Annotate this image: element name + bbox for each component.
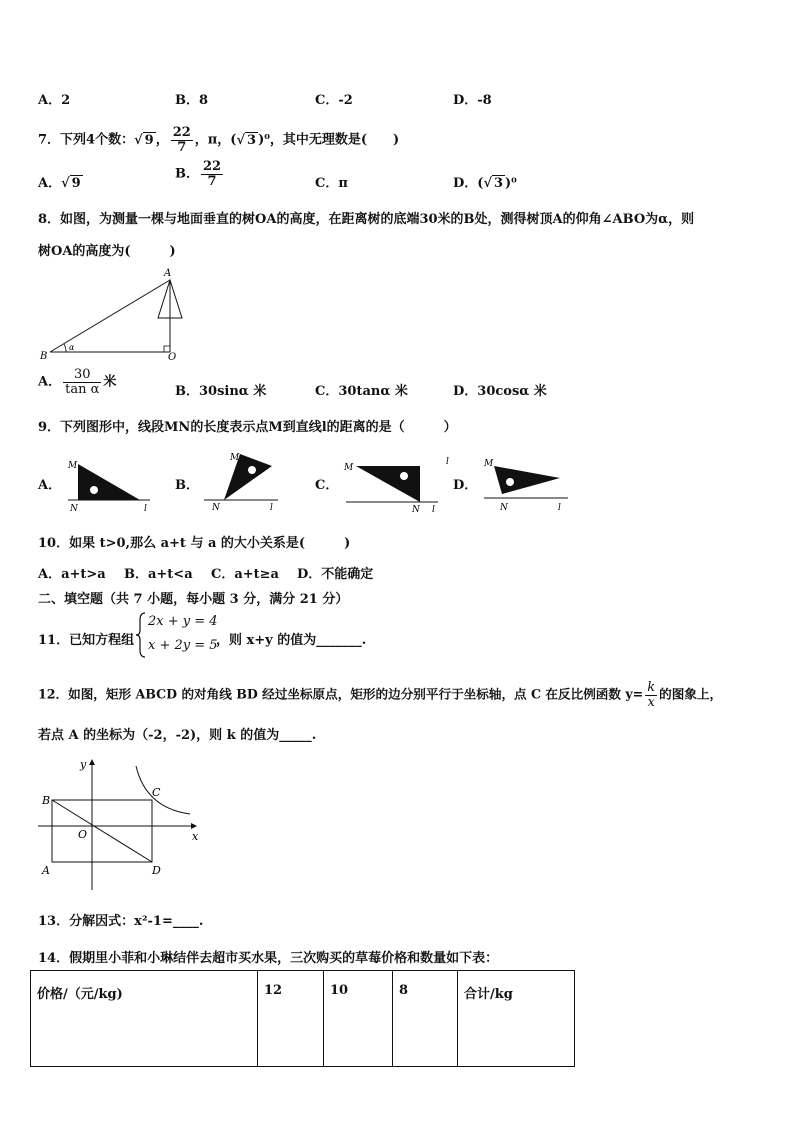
hyperbola-curve [136,766,190,814]
q6-option-b: B．8 [175,93,209,108]
diagonal-bd [52,800,152,862]
label-b: B [40,351,48,362]
q12-figure [36,756,206,892]
q9-stem: 9．下列图形中，线段MN的长度表示点M到直线l的距离的是（ ） [38,420,457,435]
triangle-a [78,464,140,500]
svg-text:A: A [42,864,50,877]
q8-option-d: D．30cosα 米 [453,384,547,399]
table-cell: 8 [393,971,458,1067]
q11-suffix: ，则 x+y 的值为_______. [216,633,367,648]
svg-text:M: M [230,453,240,463]
svg-text:x: x [192,830,199,843]
q11-prefix: 11．已知方程组 [38,633,135,648]
table-cell: 10 [324,971,393,1067]
triangle-d [494,466,560,494]
q12-line2: 若点 A 的坐标为（-2，-2)，则 k 的值为_____. [38,728,317,743]
q8-option-c: C．30tanα 米 [315,384,408,399]
q10-option-c: C．a+t≥a [211,567,279,582]
q8-option-a: A． $\frac{30}{\text{tan α}}$ 米 [38,367,117,397]
q7-option-a: A．√ 9 [38,176,81,191]
svg-text:l: l [270,503,273,513]
svg-text:N: N [212,503,220,513]
table-row [31,971,575,1067]
q9-option-b: B． [175,478,199,493]
section-heading: 二、填空题（共 7 小题，每小题 3 分，满分 21 分） [38,592,349,607]
svg-text:B: B [42,794,51,807]
q8-stem-line2: 树OA的高度为( ) [38,244,176,259]
svg-text:y: y [80,758,87,771]
q9-option-a: A． [38,478,62,493]
svg-text:M: M [68,461,78,471]
q7-option-c: C．π [315,176,348,191]
q12-line1: 12．如图，矩形 ABCD 的对角线 BD 经过坐标原点，矩形的边分别平行于坐标轴，点 C 在反比例函数 y= $\frac{k}{x}$ 的图象上， [38,680,723,710]
svg-text:l: l [446,457,449,467]
svg-text:M: M [484,459,494,469]
fraction-22-7: $\frac{22}{7}$ [172,125,191,155]
svg-text:N: N [70,504,78,514]
label-o: O [168,352,177,363]
svg-text:l: l [144,504,147,514]
q9-option-d: D． [453,478,478,493]
price-table [30,970,575,1067]
svg-text:D: D [152,864,161,877]
label-a: A [164,268,172,279]
q14-stem: 14．假期里小菲和小琳结伴去超市买水果，三次购买的草莓价格和数量如下表： [38,951,499,966]
q6-option-c: C．-2 [315,93,353,108]
q8-stem-line1: 8．如图，为测量一棵与地面垂直的树OA的高度，在距离树的底端30米的B处，测得树顶A的仰角∠ABO为α，则 [38,212,695,227]
sight-line [50,280,170,352]
q11-equation-1: 2x + y = 4 [148,614,218,629]
q9-figure-b [200,448,282,514]
triangle-c [356,466,420,502]
svg-text:l: l [558,503,561,513]
q10-option-b: B．a+t<a [124,567,193,582]
q8-option-b: B．30sinα 米 [175,384,267,399]
q7-option-d: D．(√ 3 )⁰ [453,176,517,191]
q10-stem: 10．如果 t>0,那么 a+t 与 a 的大小关系是( ) [38,536,351,551]
svg-text:N: N [412,505,420,515]
q7-option-b: B． $\frac{22}{7}$ [175,159,222,189]
svg-text:O: O [78,828,88,841]
q9-figure-d [480,454,574,514]
q9-figure-a [64,456,154,514]
svg-text:M: M [344,463,354,473]
q10-option-d: D．不能确定 [297,567,374,582]
svg-text:C: C [152,786,161,799]
q7-stem: 7．下列4个数：√ 9 ， $\frac{22}{7}$ ，π，(√ 3 )⁰，其中无理数是( ) [38,125,400,155]
table-cell: 合计/kg [458,971,575,1067]
brace-icon [136,612,146,658]
table-cell-header: 价格/（元/kg) [31,971,258,1067]
q11-equation-2: x + 2y = 5 [148,638,218,653]
q13-stem: 13．分解因式：x²-1=____. [38,914,204,929]
q6-option-d: D．-8 [453,93,492,108]
angle-arc [64,344,66,352]
svg-text:N: N [500,503,508,513]
sqrt-9: √ 9 [134,132,154,148]
q8-figure [36,264,186,364]
svg-text:l: l [432,505,435,515]
q9-option-c: C． [315,478,339,493]
q6-option-a: A．2 [38,93,71,108]
q10-option-a: A．a+t>a [38,567,106,582]
q9-figure-c [342,454,449,516]
table-cell: 12 [258,971,324,1067]
label-alpha: α [69,343,75,352]
